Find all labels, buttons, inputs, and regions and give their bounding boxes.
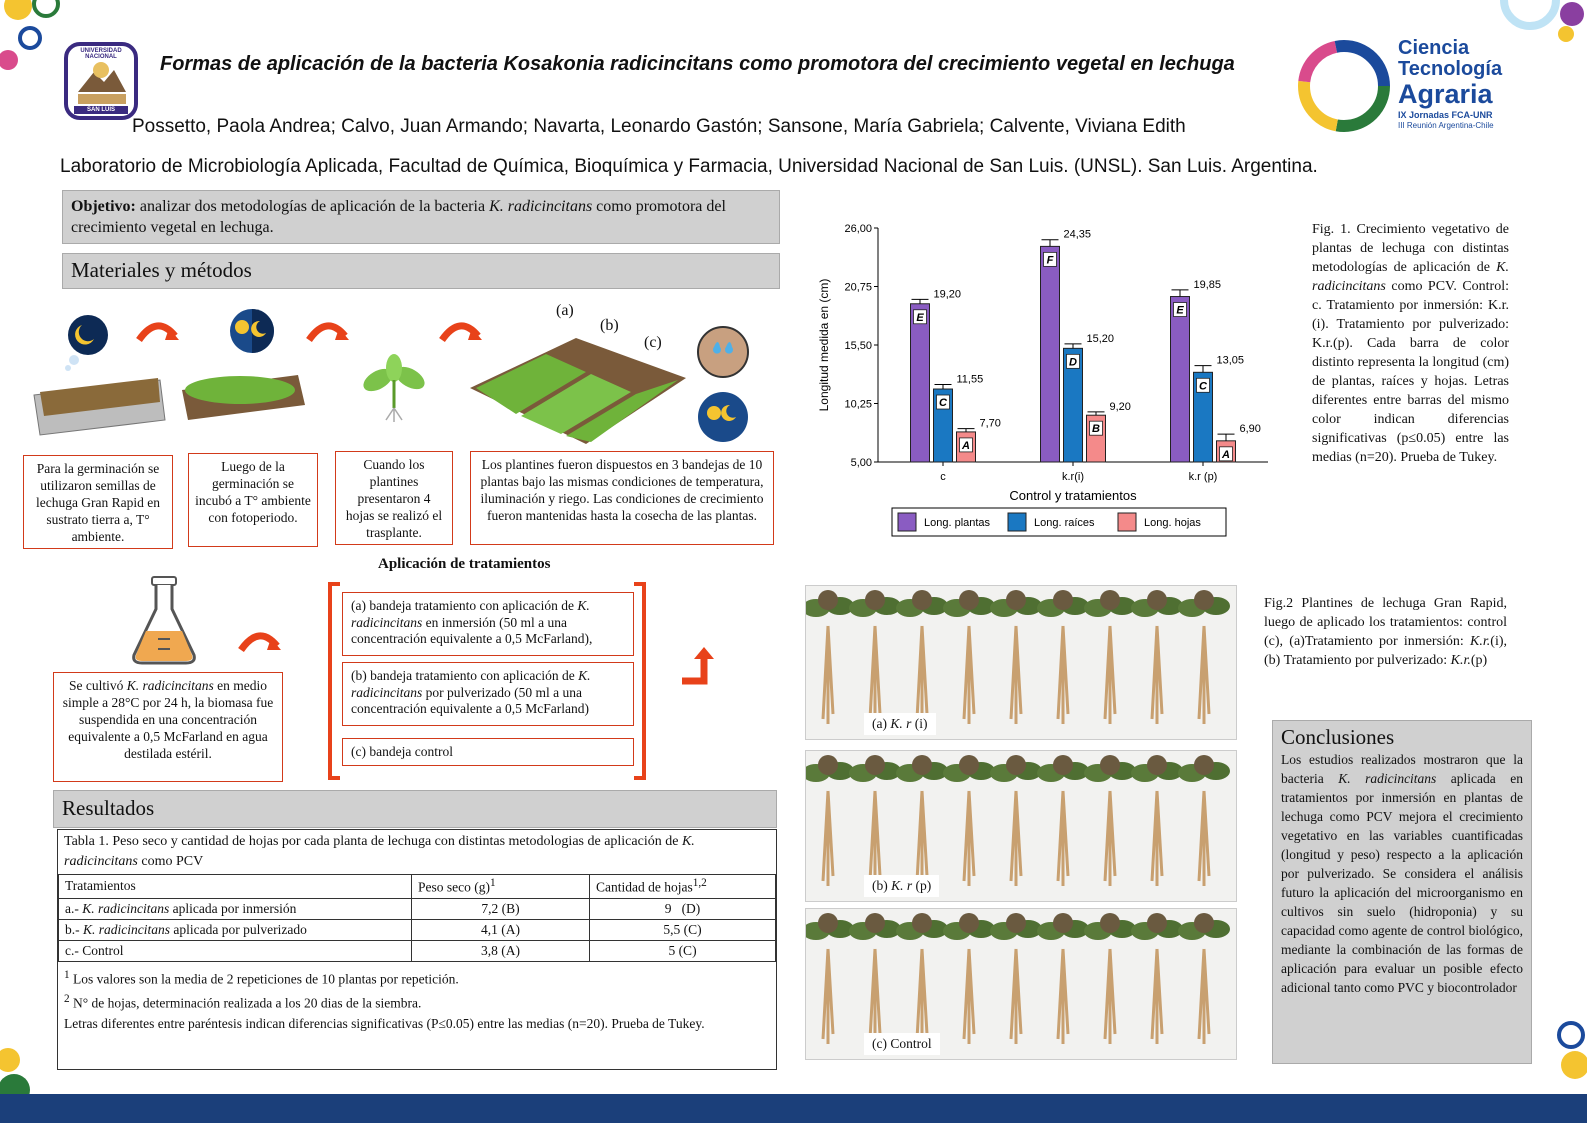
header-hojas: Cantidad de hojas [596, 879, 693, 895]
culture-text-b: en medio simple a 28°C por 24 h, la biomasa fue suspendida en una concentración equivalente a 0,5 McFarland en agua destilada estéril. [62, 678, 274, 761]
photo-treatment-a [805, 585, 1237, 740]
fig1-caption-b: como PCV. Control: c. Tratamiento por inmersión: K.r.(i). Tratamiento por pulverizado: K.r.(p). Cada barra de color distinto representa la longitud (cm) de plantas, raíces y hojas. Letras diferentes entre barras del mismo color indican diferencias significativas (p≤0.05) entre las medias (n=20). Prueba de Tukey. [1312, 279, 1509, 465]
table-cell [59, 898, 412, 919]
photo-label-c [864, 1033, 940, 1055]
tray-label-a: (a) [556, 302, 574, 319]
ring-logo-icon [1296, 38, 1392, 134]
table-note-1 [64, 965, 770, 990]
water-and-photoperiod-icons [694, 325, 752, 445]
table-row [59, 940, 776, 961]
lettuce-plant [990, 755, 1042, 886]
label-c-pre: (c) Control [872, 1036, 932, 1051]
conclusions-text [1281, 750, 1523, 997]
logo-tecnologia: Tecnología [1398, 58, 1503, 80]
lettuce-plant [1131, 755, 1183, 886]
lettuce-plant [896, 755, 948, 886]
bar [1041, 246, 1060, 462]
lettuce-plant [849, 755, 901, 886]
table-note-3: Letras diferentes entre paréntesis indican diferencias significativas (P≤0.05) entre las medias (n=20). Prueba de Tukey. [64, 1015, 705, 1031]
fig1-caption-a: Fig. 1. Crecimiento vegetativo de plantas de lechuga con distintas metodologías de aplicación de [1312, 222, 1509, 275]
lettuce-plant [849, 913, 901, 1044]
affiliation: Laboratorio de Microbiología Aplicada, Facultad de Química, Bioquímica y Farmacia, Universidad Nacional de San Luis. (UNSL). San Luis. Argentina. [60, 156, 1318, 177]
lettuce-plant [806, 590, 854, 724]
table-cell: 5 (C) [590, 940, 776, 961]
significance-letter: E [916, 311, 924, 324]
logo-agraria: Agraria [1398, 79, 1493, 109]
fig2-caption-b: (i), (b) Tratamiento por pulverizado: [1264, 634, 1507, 668]
curved-arrow-icon [305, 318, 351, 346]
logo-jornadas: IX Jornadas FCA-UNR [1398, 110, 1493, 120]
label-a-post: (i) [911, 716, 928, 731]
x-tick-label: k.r (p) [1188, 471, 1218, 483]
label-b-pre: (b) [872, 878, 892, 893]
unsl-logo [64, 42, 138, 120]
step-transplant-box: Cuando los plantines presentaron 4 hojas se realizó el trasplante. [335, 451, 453, 545]
objective-text-a: analizar dos metodologías de aplicación de la bacteria [135, 198, 490, 215]
x-tick-label: c [940, 471, 946, 483]
table-note-2 [64, 989, 770, 1014]
significance-letter: E [1176, 304, 1184, 317]
bottom-band [0, 1094, 1587, 1123]
lettuce-plant [896, 590, 948, 724]
logo-reunion: III Reunión Argentina-Chile [1398, 121, 1494, 130]
tray-label-b: (b) [600, 317, 619, 334]
table-header-cell [590, 875, 776, 899]
culture-text-a: Se cultivó [69, 678, 127, 693]
ciencia-tecnologia-agraria-logo [1296, 38, 1516, 138]
objective-label: Objetivo: [71, 198, 136, 215]
lettuce-plant [1178, 590, 1230, 724]
data-label: 19,20 [933, 288, 962, 301]
treatment-b-text-1: (b) bandeja tratamiento con aplicación de [351, 668, 579, 683]
treatment-b-box [342, 662, 634, 726]
treatment-a-species: K. radicincitans [351, 598, 590, 630]
row-species: K. radicincitans [82, 900, 170, 916]
legend-label: Long. plantas [924, 517, 991, 529]
row-post: aplicada por inmersión [169, 900, 297, 916]
conclusions-text-b: aplicada en tratamientos por inmersión en plantas de lechuga como PCV mejora el crecimiento vegetativo en las variables cuantificadas (longitud y peso) respecto a la aplicación por pulverizado. Se considera el análisis futuro la aplicación del microorganismo en cultivos sin suelo (hidroponia) y su capacidad como agente de control biológico, mediante la combinación de las formas de aplicación para evaluar un posible efecto adicional tanto como PVC y biocontrolador [1281, 771, 1523, 995]
y-tick-label: 20,75 [844, 281, 872, 294]
legend-label: Long. hojas [1144, 517, 1201, 529]
lettuce-plant [1084, 590, 1136, 724]
table-header-row [59, 875, 776, 899]
significance-letter: C [1199, 380, 1207, 393]
lettuce-plant [943, 755, 995, 886]
methods-heading-text: Materiales y métodos [71, 258, 252, 282]
table-caption-a: Tabla 1. Peso seco y cantidad de hojas por cada planta de lechuga con distintas metodologias de aplicación de [64, 834, 682, 849]
treatment-c-box: (c) bandeja control [342, 738, 634, 766]
photo-treatment-b [805, 750, 1237, 902]
logo-bottom-text: SAN LUIS [86, 107, 115, 113]
fig2-caption-i: K.r. [1470, 634, 1491, 649]
figure2-caption [1264, 594, 1507, 670]
y-tick-label: 26,00 [844, 223, 872, 235]
step-germination-box: Para la germinación se utilizaron semillas de lechuga Gran Rapid en sustrato tierra a, T° ambiente. [23, 455, 173, 549]
curved-arrow-icon [135, 318, 181, 346]
label-a-pre: (a) [872, 716, 891, 731]
photo-control [805, 908, 1237, 1060]
legend-swatch [1008, 513, 1026, 531]
table-cell [59, 919, 412, 940]
lettuce-plant [849, 590, 901, 724]
note2-sup: 2 [64, 993, 70, 1005]
lettuce-plant [1131, 913, 1183, 1044]
culture-box [53, 672, 283, 782]
row-pre: c.- Control [65, 942, 124, 958]
treatment-a-text-1: (a) bandeja tratamiento con aplicación de [351, 598, 578, 613]
lettuce-plant [1084, 755, 1136, 886]
objective-text-b: como promotora del crecimiento vegetal en lechuga. [71, 198, 726, 236]
step-trays-box: Los plantines fueron dispuestos en 3 bandejas de 10 plantas bajo las mismas condiciones de temperatura, iluminación y riego. Las condiciones de crecimiento fueron mantenidas hasta la cosecha de las plantas. [470, 451, 774, 545]
lettuce-plant [943, 913, 995, 1044]
lettuce-plant [896, 913, 948, 1044]
data-label: 9,20 [1109, 400, 1131, 413]
corner-decoration-bottom-left [0, 1040, 60, 1100]
bar [1171, 297, 1190, 462]
row-post: aplicada por pulverizado [170, 921, 307, 937]
table-cell: 9 (D) [590, 898, 776, 919]
fig2-caption-c: (p) [1470, 653, 1488, 668]
table-cell: 5,5 (C) [590, 919, 776, 940]
lettuce-plant [990, 913, 1042, 1044]
significance-letter: B [1092, 423, 1100, 436]
lettuce-plant [806, 755, 854, 886]
table-caption-species: K. radicincitans [64, 834, 695, 869]
seedling-illustration [350, 350, 440, 425]
methods-heading [62, 253, 780, 289]
x-tick-label: k.r(i) [1062, 471, 1084, 483]
y-tick-label: 10,25 [844, 398, 872, 411]
header-peso-seco: Peso seco (g) [418, 879, 490, 895]
significance-letter: A [1222, 448, 1230, 461]
legend-swatch [1118, 513, 1136, 531]
data-label: 11,55 [956, 373, 984, 386]
bar-chart [810, 212, 1280, 540]
photo-label-a [864, 713, 936, 735]
table-cell: 7,2 (B) [412, 898, 590, 919]
treatments-heading: Aplicación de tratamientos [378, 556, 551, 572]
note1-sup: 1 [64, 968, 70, 981]
lettuce-plant [1037, 590, 1089, 724]
data-label: 15,20 [1086, 332, 1115, 345]
treatment-a-box [342, 592, 634, 656]
conclusions-text-a: Los estudios realizados mostraron que la bacteria [1281, 752, 1523, 786]
conclusions-heading: Conclusiones [1281, 725, 1395, 749]
significance-letter: A [962, 439, 970, 452]
row-pre: a.- [65, 900, 83, 916]
table-notes [58, 962, 776, 1037]
table-cell: 4,1 (A) [412, 919, 590, 940]
germination-tray-illustration [180, 305, 310, 425]
authors: Possetto, Paola Andrea; Calvo, Juan Armando; Navarta, Leonardo Gastón; Sansone, María Gabriela; Calvente, Viviana Edith [132, 116, 1186, 137]
bar [911, 304, 930, 462]
treatment-a-text-2: en inmersión (50 ml a una concentración equivalente a 0,5 McFarland), [351, 614, 593, 646]
water-drop-icon [698, 327, 748, 377]
lettuce-plant [1131, 590, 1183, 724]
y-tick-label: 5,00 [850, 457, 872, 469]
data-label: 6,90 [1239, 423, 1261, 436]
label-b-post: (p) [912, 878, 932, 893]
lettuce-plant [990, 590, 1042, 724]
significance-letter: C [939, 397, 947, 410]
data-label: 13,05 [1216, 354, 1245, 367]
results-heading-text: Resultados [62, 796, 155, 820]
legend-label: Long. raíces [1034, 517, 1095, 529]
lettuce-plant [943, 590, 995, 724]
results-heading [53, 790, 777, 828]
data-label: 19,85 [1193, 278, 1222, 291]
table-row [59, 919, 776, 940]
lettuce-plant [1037, 913, 1089, 1044]
label-b-sp: K. r [891, 878, 913, 893]
table-header-cell [412, 875, 590, 899]
label-a-sp: K. r [890, 716, 912, 731]
treatment-b-species: K. radicincitans [351, 668, 591, 700]
bent-arrow-icon [676, 645, 718, 691]
fig2-caption-p: K.r. [1450, 653, 1471, 668]
results-table [58, 874, 776, 962]
table-caption [58, 830, 776, 874]
conclusions-species: K. radicincitans [1338, 771, 1437, 786]
y-axis-label: Longitud medida en (cm) [817, 278, 831, 412]
lettuce-plant [1178, 755, 1230, 886]
step-incubation-box: Luego de la germinación se incubó a T° ambiente con fotoperiodo. [188, 453, 318, 547]
note1-text: Los valores son la media de 2 repeticiones de 10 plantas por repetición. [69, 971, 459, 986]
row-species: K. radicincitans [83, 921, 170, 937]
logo-ciencia: Ciencia [1398, 37, 1470, 59]
lettuce-plant [806, 913, 854, 1044]
fig2-caption-a: Fig.2 Plantines de lechuga Gran Rapid, luego de aplicado los tratamientos: control (c), (a)Tratamiento por inmersión: [1264, 596, 1507, 649]
data-label: 24,35 [1063, 228, 1092, 241]
header-peso-sup: 1 [489, 877, 496, 889]
significance-letter: D [1069, 356, 1077, 369]
header-hojas-sup: 1,2 [692, 877, 707, 889]
note2-text: N° de hojas, determinación realizada a los 20 dias de la siembra. [69, 995, 422, 1011]
y-tick-label: 15,50 [844, 340, 872, 352]
table-cell: 3,8 (A) [412, 940, 590, 961]
culture-species: K. radicincitans [126, 678, 214, 693]
table-caption-b: como PCV [137, 854, 204, 869]
legend-swatch [898, 513, 916, 531]
lettuce-plant [1037, 755, 1089, 886]
curved-arrow-icon [237, 628, 283, 656]
poster-title: Formas de aplicación de la bacteria Kosakonia radicincitans como promotora del crecimiento vegetal en lechuga [160, 53, 1235, 75]
row-pre: b.- [65, 921, 83, 937]
results-table-frame [57, 829, 777, 1070]
table-row [59, 898, 776, 919]
x-axis-label: Control y tratamientos [1009, 488, 1137, 503]
lettuce-plant [1084, 913, 1136, 1044]
data-label: 7,70 [979, 417, 1001, 430]
objective-species: K. radicincitans [489, 198, 593, 215]
flask-icon [128, 575, 200, 667]
objective-box [62, 190, 780, 244]
table-header-cell [59, 875, 412, 899]
figure1-caption [1312, 220, 1509, 467]
fig1-caption-species: K. radicincitans [1312, 260, 1509, 294]
table-cell [59, 940, 412, 961]
lettuce-plant [1178, 913, 1230, 1044]
logo-top-text: UNIVERSIDAD NACIONAL [80, 48, 122, 60]
tray-label-c: (c) [644, 334, 662, 351]
corner-decoration-bottom-right [1545, 1015, 1587, 1100]
significance-letter: F [1046, 254, 1054, 267]
conclusions-box [1272, 720, 1532, 1064]
photo-label-b [864, 875, 939, 897]
treatment-b-text-2: por pulverizado (50 ml a una concentración equivalente a 0,5 McFarland) [351, 684, 590, 716]
header-tratamientos: Tratamientos [65, 878, 136, 894]
